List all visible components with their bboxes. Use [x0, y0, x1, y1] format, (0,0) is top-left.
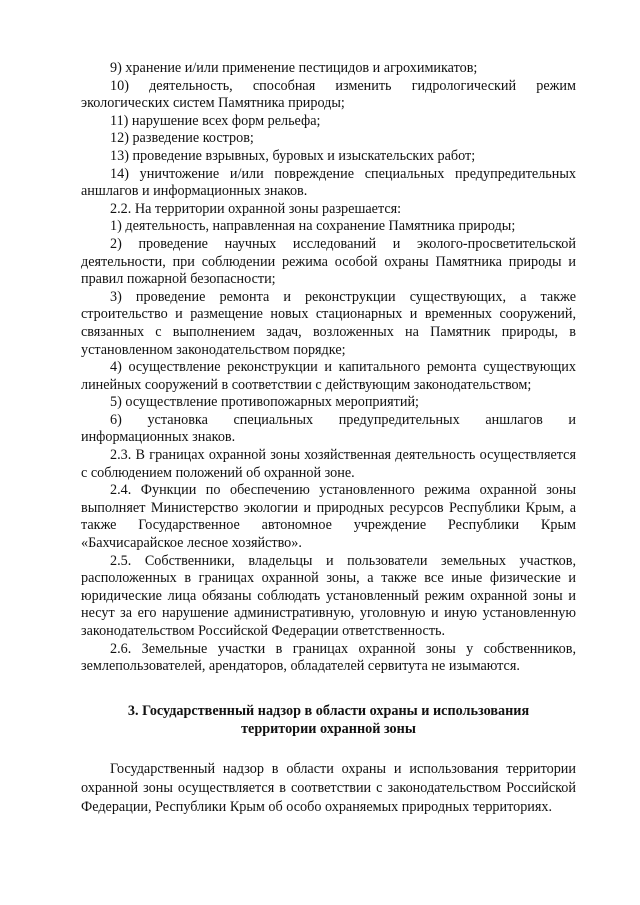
section-3-heading-line-2: территории охранной зоны [241, 720, 416, 737]
allowed-item-6: 6) установка специальных предупредительных аншлагов и информационных знаков. [81, 411, 576, 446]
clause-2-3: 2.3. В границах охранной зоны хозяйственная деятельность осуществляется с соблюдением положений об охранной зоне. [81, 447, 576, 481]
clause-2-4: 2.4. Функции по обеспечению установленного режима охранной зоны выполняет Министерство экологии и природных ресурсов Республики Крым, а также Государственное автономное учреждение Республики Крым «Бахчисарайское лесное хозяйство». [81, 482, 576, 552]
document-page [81, 60, 576, 831]
section-3-heading-line-1: 3. Государственный надзор в области охраны и использования [127, 702, 530, 719]
clause-2-6: 2.6. Земельные участки в границах охранной зоны у собственников, землепользователей, арендаторов, обладателей сервитута не изымаются. [81, 640, 576, 675]
clause-2-5: 2.5. Собственники, владельцы и пользователи земельных участков, расположенных в границах охранной зоны, а также все иные физические и юридические лица обязаны соблюдать установленный режим охранной зоны и несут за его нарушение административную, уголовную и иную установленную законодательством Российской Федерации ответственность. [81, 552, 576, 639]
list-item-13: 13) проведение взрывных, буровых и изыскательских работ; [110, 147, 476, 164]
allowed-item-4: 4) осуществление реконструкции и капитального ремонта существующих линейных сооружений в соответствии с действующим законодательством; [81, 359, 576, 393]
allowed-item-3: 3) проведение ремонта и реконструкции существующих, а также строительство и размещение новых стационарных и временных сооружений, связанных с выполнением задач, возложенных на Памятник природы, в установленном законодательством порядке; [81, 288, 576, 358]
list-item-10: 10) деятельность, способная изменить гидрологический режим экологических систем Памятника природы; [81, 77, 576, 112]
clause-2-2: 2.2. На территории охранной зоны разрешается: [110, 200, 402, 217]
list-item-12: 12) разведение костров; [110, 130, 254, 147]
section-3-text: Государственный надзор в области охраны и использования территории охранной зоны осуществляется в соответствии с законодательством Российской Федерации, Республики Крым об особо охраняемых природных территориях. [81, 760, 576, 815]
allowed-item-5: 5) осуществление противопожарных мероприятий; [110, 394, 419, 411]
allowed-item-1: 1) деятельность, направленная на сохранение Памятника природы; [110, 218, 516, 235]
allowed-item-2: 2) проведение научных исследований и эколого-просветительской деятельности, при соблюдении режима особой охраны Памятника природы и правил пожарной безопасности; [81, 235, 576, 288]
section-3-heading [81, 702, 576, 738]
list-item-14: 14) уничтожение и/или повреждение специальных предупредительных аншлагов и информационных знаков. [81, 165, 576, 200]
list-item-11: 11) нарушение всех форм рельефа; [110, 112, 321, 129]
list-item-9: 9) хранение и/или применение пестицидов и агрохимикатов; [110, 60, 478, 76]
